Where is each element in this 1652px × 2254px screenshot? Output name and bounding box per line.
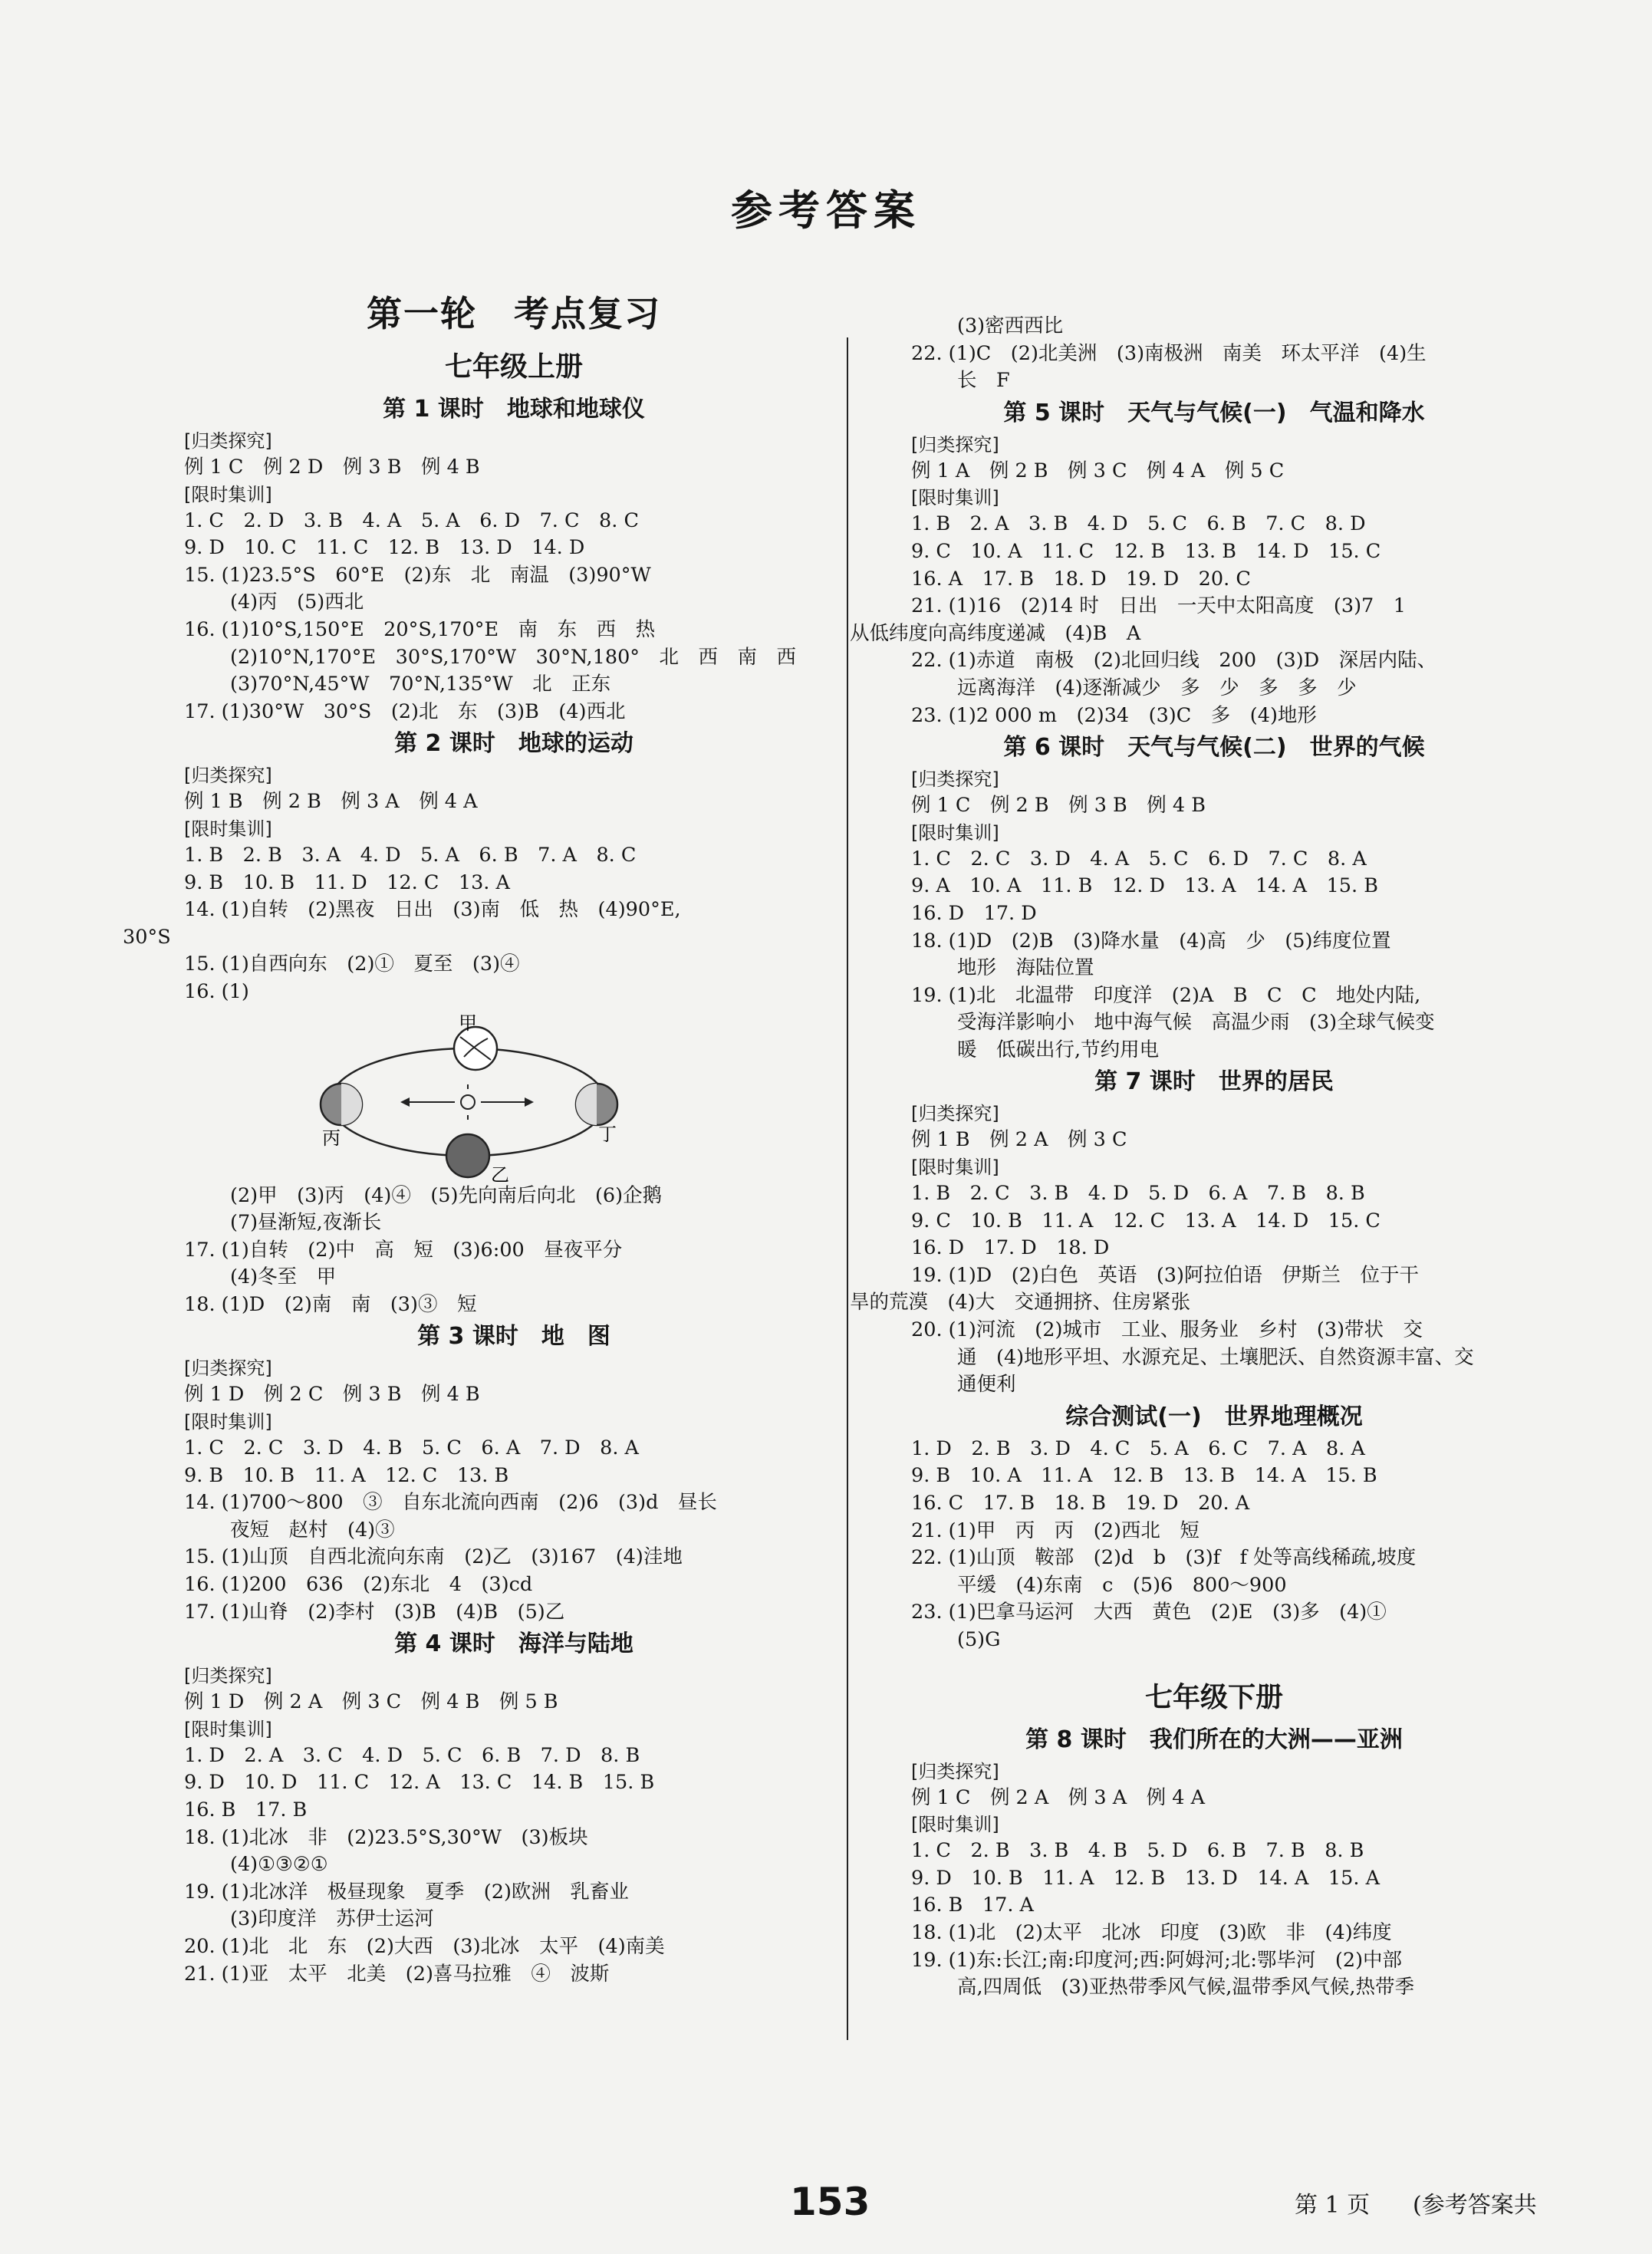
arrow-left-head: [400, 1097, 410, 1107]
answer-line: 30°S: [123, 925, 171, 949]
answer-line: 17. (1)30°W 30°S (2)北 东 (3)B (4)西北: [184, 699, 626, 723]
answer-line: 19. (1)北 北温带 印度洋 (2)A B C C 地处内陆,: [911, 983, 1421, 1007]
sun-rays: [450, 1084, 485, 1120]
example-answers: 例 1 D 例 2 C 例 3 B 例 4 B: [184, 1383, 480, 1407]
example-answers: 例 1 D 例 2 A 例 3 C 例 4 B 例 5 B: [184, 1690, 558, 1714]
label-bing: 丙: [322, 1127, 341, 1149]
page-label: 第 1 页: [1295, 2192, 1371, 2219]
arrow-right-head: [525, 1097, 534, 1107]
answer-line: 22. (1)山顶 鞍部 (2)d b (3)f f 处等高线稀疏,坡度: [911, 1546, 1417, 1570]
answer-line: 通便利: [957, 1373, 1016, 1397]
answer-line: (2)甲 (3)丙 (4)④ (5)先向南后向北 (6)企鹅: [230, 1183, 663, 1207]
answer-line: 从低纬度向高纬度递减 (4)B A: [850, 621, 1141, 645]
answer-line: 9. D 10. C 11. C 12. B 13. D 14. D: [184, 536, 585, 560]
answer-line: 16. B 17. A: [911, 1894, 1034, 1917]
example-answers: 例 1 C 例 2 D 例 3 B 例 4 B: [184, 456, 480, 479]
category-tag: [归类探究]: [911, 433, 999, 456]
category-tag: [归类探究]: [184, 1357, 272, 1380]
answer-line: 1. D 2. A 3. C 4. D 5. C 6. B 7. D 8. B: [184, 1743, 640, 1767]
answer-line: 18. (1)北冰 非 (2)23.5°S,30°W (3)板块: [184, 1825, 588, 1849]
answer-line: 16. A 17. B 18. D 19. D 20. C: [911, 567, 1251, 591]
answer-line: (4)丙 (5)西北: [230, 591, 364, 614]
label-yi: 乙: [491, 1163, 509, 1183]
section-title: 第一轮 考点复习: [367, 293, 661, 334]
earth-orbit-diagram: [184, 1006, 844, 1183]
page-note: (参考答案共: [1413, 2192, 1537, 2219]
answer-line: 17. (1)自转 (2)中 高 短 (3)6:00 昼夜平分: [184, 1238, 623, 1262]
answer-line: 21. (1)甲 丙 丙 (2)西北 短: [911, 1519, 1200, 1542]
training-tag: [限时集训]: [184, 818, 272, 840]
category-tag: [归类探究]: [911, 768, 999, 791]
answer-line: 19. (1)北冰洋 极昼现象 夏季 (2)欧洲 乳畜业: [184, 1880, 629, 1904]
answer-line: 15. (1)23.5°S 60°E (2)东 北 南温 (3)90°W: [184, 563, 651, 587]
answer-line: 16. (1)200 636 (2)东北 4 (3)cd: [184, 1573, 533, 1597]
answer-line: 1. B 2. A 3. B 4. D 5. C 6. B 7. C 8. D: [911, 512, 1366, 536]
lesson-title: 第 4 课时 海洋与陆地: [394, 1630, 633, 1658]
training-tag: [限时集训]: [184, 483, 272, 505]
answer-line: 19. (1)东:长江;南:印度河;西:阿姆河;北:鄂毕河 (2)中部: [911, 1948, 1403, 1972]
answer-line: 1. C 2. C 3. D 4. B 5. C 6. A 7. D 8. A: [184, 1436, 639, 1460]
example-answers: 例 1 C 例 2 B 例 3 B 例 4 B: [911, 794, 1206, 818]
lesson-title: 第 3 课时 地 图: [417, 1323, 610, 1351]
lesson-title: 第 6 课时 天气与气候(二) 世界的气候: [1003, 734, 1425, 762]
page-title: 参考答案: [731, 186, 921, 235]
answer-line: 暖 低碳出行,节约用电: [957, 1038, 1160, 1061]
answer-line: 18. (1)D (2)B (3)降水量 (4)高 少 (5)纬度位置: [911, 929, 1391, 953]
answer-line: 22. (1)C (2)北美洲 (3)南极洲 南美 环太平洋 (4)生: [911, 341, 1427, 365]
answer-line: 9. B 10. B 11. A 12. C 13. B: [184, 1463, 509, 1487]
sun-icon: [461, 1095, 475, 1109]
answer-line: 远离海洋 (4)逐渐减少 多 少 多 多 少: [957, 676, 1357, 699]
answer-line: 9. C 10. A 11. C 12. B 13. B 14. D 15. C: [911, 539, 1381, 563]
training-tag: [限时集训]: [911, 1814, 999, 1836]
test-title: 综合测试(一) 世界地理概况: [1065, 1403, 1363, 1430]
answer-line: 9. D 10. D 11. C 12. A 13. C 14. B 15. B: [184, 1771, 655, 1795]
answer-line: 20. (1)河流 (2)城市 工业、服务业 乡村 (3)带状 交: [911, 1318, 1423, 1342]
category-tag: [归类探究]: [184, 430, 272, 452]
answer-line: (5)G: [957, 1627, 1001, 1651]
lesson-title: 第 7 课时 世界的居民: [1094, 1068, 1334, 1096]
answer-line: 16. (1)10°S,150°E 20°S,170°E 南 东 西 热: [184, 617, 656, 641]
column-divider: [847, 337, 848, 2040]
answer-line: 23. (1)巴拿马运河 大西 黄色 (2)E (3)多 (4)①: [911, 1601, 1387, 1624]
answer-line: (4)①③②①: [230, 1853, 328, 1877]
answer-line: 16. (1): [184, 979, 249, 1003]
category-tag: [归类探究]: [911, 1760, 999, 1782]
answer-line: 长 F: [957, 369, 1010, 393]
answer-line: 16. D 17. D: [911, 901, 1037, 925]
answer-line: 1. C 2. C 3. D 4. A 5. C 6. D 7. C 8. A: [911, 847, 1367, 870]
training-tag: [限时集训]: [184, 1411, 272, 1433]
answer-line: 17. (1)山脊 (2)李村 (3)B (4)B (5)乙: [184, 1600, 565, 1624]
grade-title: 七年级上册: [444, 351, 583, 383]
answer-line: 15. (1)自西向东 (2)① 夏至 (3)④: [184, 953, 520, 976]
answer-line: 15. (1)山顶 自西北流向东南 (2)乙 (3)167 (4)洼地: [184, 1545, 683, 1569]
training-tag: [限时集训]: [911, 1157, 999, 1179]
answer-line: 18. (1)北 (2)太平 北冰 印度 (3)欧 非 (4)纬度: [911, 1920, 1392, 1944]
answer-line: (3)密西西比: [957, 314, 1064, 337]
answer-line: 1. B 2. C 3. B 4. D 5. D 6. A 7. B 8. B: [911, 1182, 1365, 1206]
label-ding: 丁: [598, 1123, 617, 1145]
answer-line: 16. B 17. B: [184, 1798, 308, 1821]
answer-line: 9. B 10. B 11. D 12. C 13. A: [184, 870, 510, 894]
answer-line: 高,四周低 (3)亚热带季风气候,温带季风气候,热带季: [957, 1976, 1414, 1999]
answer-line: 16. D 17. D 18. D: [911, 1236, 1110, 1260]
category-tag: [归类探究]: [184, 1665, 272, 1687]
answer-line: 9. D 10. B 11. A 12. B 13. D 14. A 15. A: [911, 1866, 1381, 1890]
example-answers: 例 1 A 例 2 B 例 3 C 例 4 A 例 5 C: [911, 459, 1285, 482]
answer-line: 16. C 17. B 18. B 19. D 20. A: [911, 1492, 1250, 1515]
answer-line: 通 (4)地形平坦、水源充足、土壤肥沃、自然资源丰富、交: [957, 1345, 1474, 1369]
page-number: 153: [790, 2180, 870, 2224]
left-column: [123, 284, 844, 1988]
example-answers: 例 1 B 例 2 B 例 3 A 例 4 A: [184, 790, 478, 814]
answer-line: 22. (1)赤道 南极 (2)北回归线 200 (3)D 深居内陆、: [911, 649, 1437, 673]
answer-line: 14. (1)700～800 ③ 自东北流向西南 (2)6 (3)d 昼长: [184, 1491, 717, 1515]
earth-yi-icon: [446, 1134, 489, 1177]
answer-line: 18. (1)D (2)南 南 (3)③ 短: [184, 1292, 477, 1316]
answer-line: (7)昼渐短,夜渐长: [230, 1211, 382, 1235]
lesson-title: 第 2 课时 地球的运动: [394, 730, 633, 758]
example-answers: 例 1 C 例 2 A 例 3 A 例 4 A: [911, 1785, 1205, 1809]
right-column: [850, 313, 1517, 2002]
answer-line: 1. C 2. D 3. B 4. A 5. A 6. D 7. C 8. C: [184, 508, 639, 532]
example-answers: 例 1 B 例 2 A 例 3 C: [911, 1128, 1127, 1152]
category-tag: [归类探究]: [911, 1103, 999, 1125]
answer-line: 受海洋影响小 地中海气候 高温少雨 (3)全球气候变: [957, 1011, 1435, 1035]
answer-line: 地形 海陆位置: [957, 956, 1094, 980]
label-jia: 甲: [459, 1012, 477, 1034]
training-tag: [限时集训]: [911, 487, 999, 509]
lesson-title: 第 8 课时 我们所在的大洲——亚洲: [1025, 1726, 1403, 1753]
answer-line: (2)10°N,170°E 30°S,170°W 30°N,180° 北 西 南 西: [230, 645, 797, 669]
answer-line: 21. (1)亚 太平 北美 (2)喜马拉雅 ④ 波斯: [184, 1962, 610, 1986]
answer-line: 20. (1)北 北 东 (2)大西 (3)北冰 太平 (4)南美: [184, 1934, 665, 1958]
answer-line: 旱的荒漠 (4)大 交通拥挤、住房紧张: [850, 1291, 1191, 1315]
answer-line: (4)冬至 甲: [230, 1265, 337, 1289]
answer-line: 14. (1)自转 (2)黑夜 日出 (3)南 低 热 (4)90°E,: [184, 898, 681, 922]
training-tag: [限时集训]: [184, 1718, 272, 1740]
answer-line: 1. B 2. B 3. A 4. D 5. A 6. B 7. A 8. C: [184, 843, 637, 867]
answer-line: 平缓 (4)东南 c (5)6 800～900: [957, 1573, 1287, 1597]
answer-line: 9. C 10. B 11. A 12. C 13. A 14. D 15. C: [911, 1209, 1381, 1232]
category-tag: [归类探究]: [184, 765, 272, 787]
orbit-svg: [307, 1006, 629, 1183]
training-tag: [限时集训]: [911, 821, 999, 844]
grade-title: 七年级下册: [1144, 1681, 1283, 1713]
answer-line: 23. (1)2 000 m (2)34 (3)C 多 (4)地形: [911, 703, 1317, 727]
answer-line: 夜短 赵村 (4)③: [230, 1518, 395, 1542]
answer-line: 21. (1)16 (2)14 时 日出 一天中太阳高度 (3)7 1: [911, 594, 1406, 618]
answer-line: 1. D 2. B 3. D 4. C 5. A 6. C 7. A 8. A: [911, 1436, 1365, 1460]
answer-line: (3)70°N,45°W 70°N,135°W 北 正东: [230, 673, 611, 696]
answer-line: 19. (1)D (2)白色 英语 (3)阿拉伯语 伊斯兰 位于干: [911, 1263, 1419, 1287]
answer-line: 1. C 2. B 3. B 4. B 5. D 6. B 7. B 8. B: [911, 1839, 1364, 1863]
answer-line: 9. B 10. A 11. A 12. B 13. B 14. A 15. B: [911, 1464, 1377, 1488]
answer-line: (3)印度洋 苏伊士运河: [230, 1907, 434, 1931]
lesson-title: 第 1 课时 地球和地球仪: [383, 396, 645, 423]
lesson-title: 第 5 课时 天气与气候(一) 气温和降水: [1003, 399, 1425, 426]
answer-line: 9. A 10. A 11. B 12. D 13. A 14. A 15. B: [911, 874, 1378, 898]
